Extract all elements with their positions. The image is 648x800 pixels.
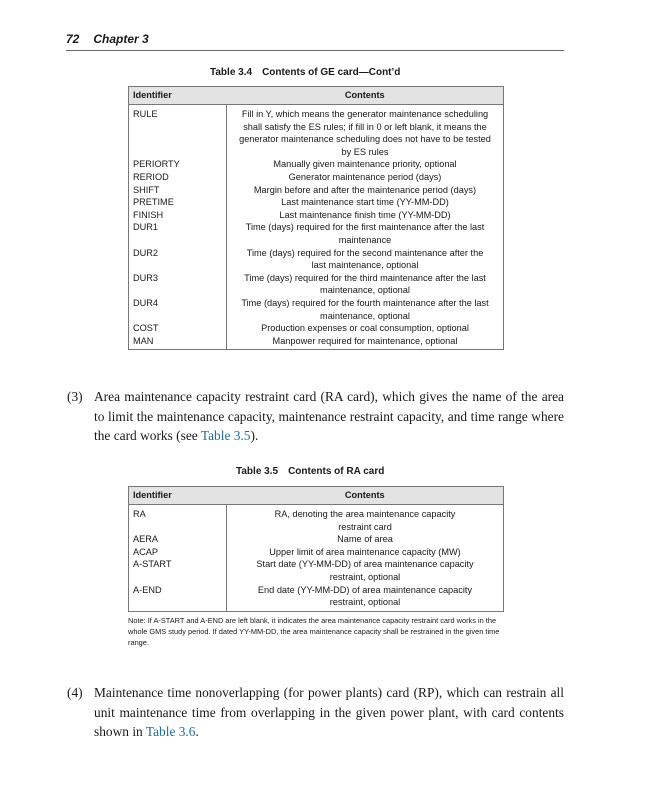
identifier-cell: RERIOD (133, 171, 169, 182)
contents-cell (227, 184, 504, 197)
table-3-5 (128, 486, 504, 612)
paragraph-text: Maintenance time nonoverlapping (for power plants) card (RP), which can restrain all unit maintenance time from overlapping in the given power plant, with card contents shown in (94, 685, 564, 739)
contents-line: generator maintenance scheduling does not have to be tested (239, 134, 491, 145)
contents-line: Manpower required for maintenance, optional (272, 335, 458, 346)
contents-line: Last maintenance start time (YY-MM-DD) (281, 197, 449, 208)
identifier-cell: A-START (133, 559, 172, 570)
contents-cell (227, 247, 504, 272)
paragraph-text: Area maintenance capacity restraint card (RA card), which gives the name of the area to limit the maintenance capacity, maintenance restraint capacity, and time range where the card works (see (94, 389, 564, 443)
identifier-cell: COST (133, 323, 159, 334)
table-3-4-label: Table 3.4 (210, 67, 253, 78)
contents-line: Last maintenance finish time (YY-MM-DD) (279, 209, 451, 220)
table-row (129, 533, 504, 546)
paragraph-number: (4) (67, 685, 83, 700)
contents-line: Upper limit of area maintenance capacity (MW) (269, 546, 461, 557)
table-row (129, 322, 504, 335)
identifier-cell: RULE (133, 109, 158, 119)
contents-cell (227, 335, 504, 350)
table-row (129, 247, 504, 272)
identifier-cell: PERIORTY (133, 159, 180, 170)
contents-cell (227, 505, 504, 534)
paragraph-3 (67, 387, 564, 446)
column-header-identifier: Identifier (129, 487, 227, 505)
contents-line: End date (YY-MM-DD) of area maintenance capacity (257, 584, 473, 595)
table-3-6-link[interactable]: Table 3.6 (145, 724, 196, 739)
page-number: 72 (66, 32, 80, 46)
table-3-5-label: Table 3.5 (236, 466, 279, 477)
contents-line: Production expenses or coal consumption, optional (261, 323, 469, 334)
table-header-row (129, 487, 504, 505)
contents-line: restraint, optional (329, 571, 401, 582)
contents-line: maintenance, optional (320, 310, 410, 321)
contents-cell (227, 584, 504, 612)
contents-line: Generator maintenance period (days) (288, 171, 442, 182)
contents-line: Time (days) required for the third maintenance after the last (244, 272, 486, 283)
identifier-cell: AERA (133, 534, 159, 545)
identifier-cell: MAN (133, 335, 154, 346)
table-3-4-caption (210, 67, 400, 78)
contents-line: restraint, optional (329, 597, 401, 608)
table-row (129, 272, 504, 297)
table-3-4-title: Contents of GE card—Cont’d (262, 67, 401, 78)
column-header-contents: Contents (227, 87, 504, 105)
table-3-5-note: Note: If A-START and A-END are left blank, it indicates the area maintenance capacity restraint card works in the whole GMS study period. If dated YY-MM-DD, the area maintenance capacity shall be restrained in the given time range. (128, 616, 500, 647)
contents-line: Time (days) required for the first maintenance after the last (245, 222, 485, 233)
contents-line: Margin before and after the maintenance period (days) (253, 184, 477, 195)
table-row (129, 171, 504, 184)
contents-cell (227, 171, 504, 184)
table-row (129, 221, 504, 246)
identifier-cell: DUR4 (133, 297, 159, 308)
identifier-cell: DUR2 (133, 247, 159, 258)
paragraph-number: (3) (67, 389, 83, 404)
contents-line: maintenance (338, 234, 392, 245)
table-row (129, 335, 504, 350)
contents-cell (227, 158, 504, 171)
contents-line: Fill in Y, which means the generator maintenance scheduling (241, 109, 489, 119)
chapter-title: Chapter 3 (93, 32, 149, 46)
identifier-cell: DUR3 (133, 272, 159, 283)
contents-cell (227, 322, 504, 335)
contents-cell (227, 272, 504, 297)
table-row (129, 558, 504, 583)
table-row (129, 297, 504, 322)
contents-line: Start date (YY-MM-DD) of area maintenance capacity (256, 559, 474, 570)
contents-line: Time (days) required for the second maintenance after the (246, 247, 484, 258)
contents-line: Time (days) required for the fourth maintenance after the last (241, 297, 489, 308)
running-head (66, 30, 564, 51)
table-3-5-link[interactable]: Table 3.5 (200, 428, 251, 443)
identifier-cell: RA (133, 509, 146, 519)
contents-cell (227, 558, 504, 583)
table-row (129, 158, 504, 171)
identifier-cell: PRETIME (133, 197, 174, 208)
identifier-cell: DUR1 (133, 222, 159, 233)
table-row (129, 209, 504, 222)
table-row (129, 196, 504, 209)
contents-cell (227, 297, 504, 322)
column-header-identifier: Identifier (129, 87, 227, 105)
contents-cell (227, 105, 504, 159)
paragraph-tail: . (195, 724, 199, 739)
contents-cell (227, 221, 504, 246)
table-row (129, 505, 504, 534)
table-row (129, 584, 504, 612)
identifier-cell: SHIFT (133, 184, 160, 195)
contents-line: maintenance, optional (320, 285, 410, 296)
paragraph-tail: ). (250, 428, 259, 443)
table-3-4 (128, 86, 504, 350)
contents-line: shall satisfy the ES rules; if fill in 0 or left blank, it means the (243, 121, 487, 132)
contents-line: RA, denoting the area maintenance capacity (274, 509, 456, 519)
table-3-5-title: Contents of RA card (288, 466, 385, 477)
contents-line: Manually given maintenance priority, optional (273, 159, 457, 170)
table-row (129, 105, 504, 159)
contents-line: Name of area (337, 534, 393, 545)
contents-line: by ES rules (341, 146, 389, 157)
table-3-5-caption (236, 466, 384, 477)
table-row (129, 546, 504, 559)
contents-cell (227, 533, 504, 546)
contents-cell (227, 546, 504, 559)
column-header-contents: Contents (227, 487, 504, 505)
contents-cell (227, 209, 504, 222)
identifier-cell: FINISH (133, 209, 164, 220)
identifier-cell: A-END (133, 584, 162, 595)
table-row (129, 184, 504, 197)
paragraph-4 (67, 683, 564, 742)
table-header-row (129, 87, 504, 105)
identifier-cell: ACAP (133, 546, 159, 557)
contents-cell (227, 196, 504, 209)
contents-line: last maintenance, optional (311, 260, 419, 271)
contents-line: restraint card (338, 521, 392, 532)
